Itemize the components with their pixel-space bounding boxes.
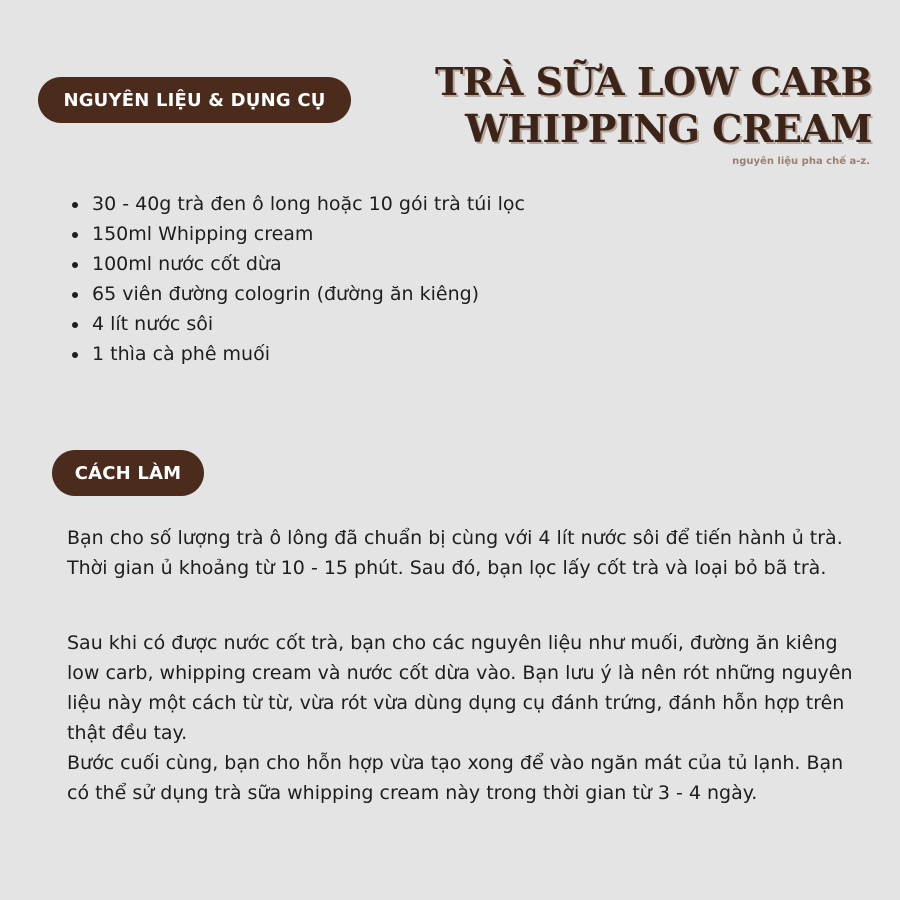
method-step-2: Sau khi có được nước cốt trà, bạn cho các nguyên liệu như muối, đường ăn kiêng low carb, whipping cream và nước cốt dừa vào. Bạn lưu ý là nên rót những nguyên liệu này một cách từ từ, vừa rót vừa dùng dụng cụ đánh trứng, đánh hỗn hợp trên thật đều tay. <box>67 632 853 744</box>
ingredient-item: • 1 thìa cà phê muối <box>90 339 530 369</box>
method-step-3: Bước cuối cùng, bạn cho hỗn hợp vừa tạo xong để vào ngăn mát của tủ lạnh. Bạn có thể sử dụng trà sữa whipping cream này trong thời gian từ 3 - 4 ngày. <box>67 752 844 804</box>
recipe-title-line-1: TRÀ SỮA LOW CARB <box>434 59 872 104</box>
recipe-title-line-2: WHIPPING CREAM <box>464 106 872 151</box>
ingredient-item: • 150ml Whipping cream <box>90 219 530 249</box>
method-section-label: CÁCH LÀM <box>52 450 204 496</box>
ingredient-item: • 30 - 40g trà đen ô long hoặc 10 gói trà túi lọc <box>90 189 530 219</box>
recipe-subtitle: nguyên liệu pha chế a-z. <box>732 156 870 167</box>
method-step-1: Bạn cho số lượng trà ô lông đã chuẩn bị cùng với 4 lít nước sôi để tiến hành ủ trà. Thời gian ủ khoảng từ 10 - 15 phút. Sau đó, bạn lọc lấy cốt trà và loại bỏ bã trà. <box>67 527 843 579</box>
ingredient-item: • 65 viên đường cologrin (đường ăn kiêng) <box>90 279 530 309</box>
recipe-title <box>435 58 872 152</box>
ingredient-item: • 100ml nước cốt dừa <box>90 249 530 279</box>
method-steps-block <box>67 628 867 808</box>
ingredients-section-label: NGUYÊN LIỆU & DỤNG CỤ <box>38 77 351 123</box>
ingredients-list <box>68 189 530 369</box>
ingredient-item: • 4 lít nước sôi <box>90 309 530 339</box>
